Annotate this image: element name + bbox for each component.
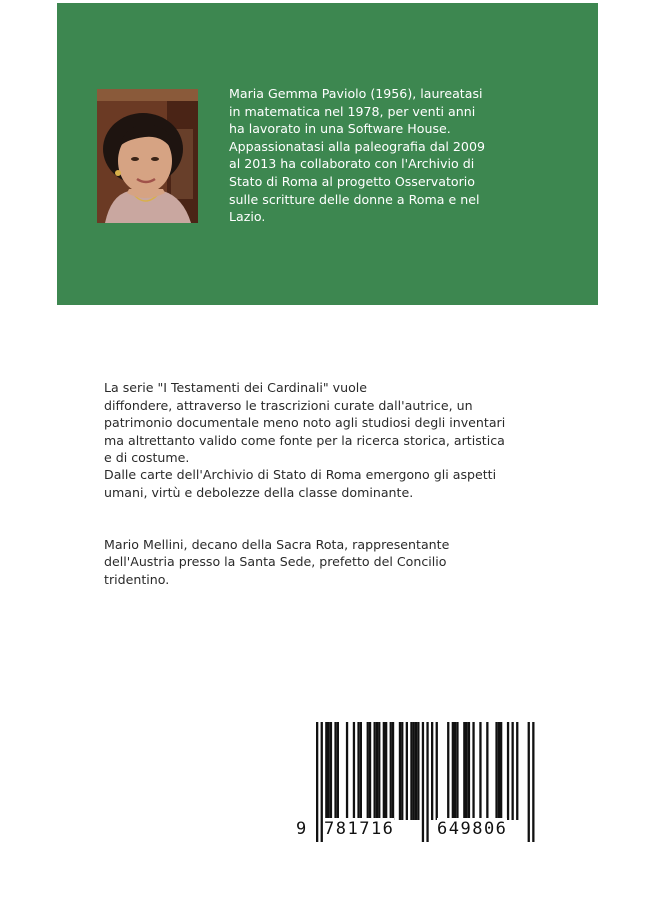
barcode-bar bbox=[415, 722, 417, 820]
barcode-bar bbox=[498, 722, 500, 820]
barcode-bar bbox=[410, 722, 412, 820]
barcode-bar bbox=[486, 722, 488, 820]
barcode-bar bbox=[454, 722, 456, 820]
barcode-bar bbox=[376, 722, 378, 820]
barcode-bar bbox=[378, 722, 380, 820]
isbn-first-digit: 9 bbox=[296, 819, 307, 839]
barcode-bar bbox=[507, 722, 509, 820]
barcode-bar bbox=[472, 722, 474, 820]
barcode-bar bbox=[452, 722, 454, 820]
barcode-bar bbox=[334, 722, 336, 820]
series-description: La serie "I Testamenti dei Cardinali" vuole diffondere, attraverso le trascrizioni curate dall'autrice, un patrimonio documentale meno noto agli studiosi degli inventari ma altrettanto valido come fonte per la ricerca storica, artistica e di costume. Dalle carte dell'Archivio di Stato di Roma emergono gli aspetti umani, virtù e debolezze della classe dominante. bbox=[104, 380, 506, 500]
back-cover-text bbox=[104, 362, 584, 606]
barcode-bar bbox=[353, 722, 355, 820]
barcode-bar bbox=[383, 722, 385, 820]
barcode-bar bbox=[406, 722, 408, 820]
barcode-bar bbox=[399, 722, 401, 820]
barcode-bar bbox=[413, 722, 415, 820]
barcode-bar bbox=[401, 722, 403, 820]
barcode-bar bbox=[516, 722, 518, 820]
barcode-bar bbox=[468, 722, 470, 820]
barcode-bar bbox=[374, 722, 376, 820]
barcode-bar bbox=[479, 722, 481, 820]
barcode-bar bbox=[337, 722, 339, 820]
barcode-bar bbox=[456, 722, 458, 820]
barcode-bar bbox=[417, 722, 419, 820]
barcode-bar bbox=[346, 722, 348, 820]
barcode-bar bbox=[390, 722, 392, 820]
isbn-right-group: 649806 bbox=[437, 819, 508, 839]
barcode-bar bbox=[463, 722, 465, 820]
barcode-bar bbox=[447, 722, 449, 820]
barcode-bar bbox=[367, 722, 369, 820]
barcode-bar bbox=[328, 722, 330, 820]
isbn-digits bbox=[296, 818, 550, 842]
barcode-bar bbox=[512, 722, 514, 820]
barcode-bar bbox=[369, 722, 371, 820]
author-portrait-image bbox=[97, 89, 198, 223]
author-bio: Maria Gemma Paviolo (1956), laureatasi in matematica nel 1978, per venti anni ha lavorato in una Software House. Appassionatasi alla paleografia dal 2009 al 2013 ha collaborato con l'Archivio di Stato di Roma al progetto Osservatorio sulle scritture delle donne a Roma e nel Lazio. bbox=[229, 86, 485, 225]
author-photo bbox=[97, 89, 198, 223]
barcode-bar bbox=[385, 722, 387, 820]
isbn-left-group: 781716 bbox=[324, 819, 395, 839]
barcode-bar bbox=[466, 722, 468, 820]
barcode-bar bbox=[357, 722, 359, 820]
barcode-bar bbox=[392, 722, 394, 820]
barcode-bar bbox=[436, 722, 438, 820]
barcode-bar bbox=[360, 722, 362, 820]
barcode-bar bbox=[500, 722, 502, 820]
author-panel bbox=[57, 3, 598, 305]
barcode-bar bbox=[330, 722, 332, 820]
subject-note: Mario Mellini, decano della Sacra Rota, rappresentante dell'Austria presso la Santa Sede, prefetto del Concilio tridentino. bbox=[104, 537, 450, 587]
barcode-bar bbox=[495, 722, 497, 820]
barcode-bar bbox=[431, 722, 433, 820]
barcode-bar bbox=[325, 722, 327, 820]
